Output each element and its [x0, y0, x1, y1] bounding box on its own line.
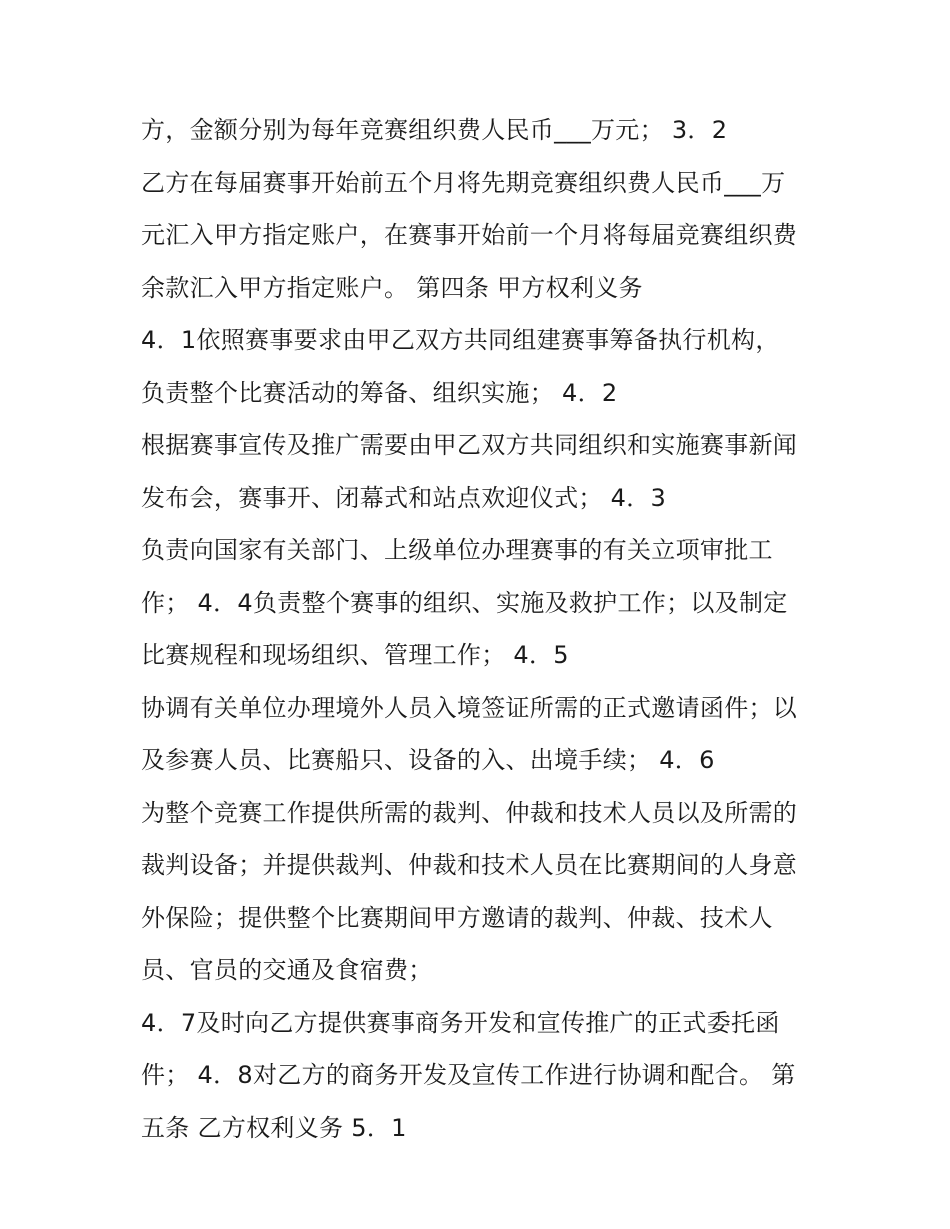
- text-line: 根据赛事宣传及推广需要由甲乙双方共同组织和实施赛事新闻: [141, 431, 798, 459]
- text-line: 元汇入甲方指定账户，在赛事开始前一个月将每届竞赛组织费: [141, 221, 798, 249]
- text-line: 乙方在每届赛事开始前五个月将先期竞赛组织费人民币___万: [141, 168, 786, 197]
- text-line: 及参赛人员、比赛船只、设备的入、出境手续； 4．6: [141, 746, 715, 774]
- text-line: 协调有关单位办理境外人员入境签证所需的正式邀请函件；以: [141, 693, 798, 722]
- text-line: 4．1依照赛事要求由甲乙双方共同组建赛事筹备执行机构，: [141, 326, 780, 354]
- text-line: 件； 4．8对乙方的商务开发及宣传工作进行协调和配合。 第: [141, 1061, 796, 1089]
- text-line: 外保险；提供整个比赛期间甲方邀请的裁判、仲裁、技术人: [141, 903, 773, 932]
- text-line: 余款汇入甲方指定账户。 第四条 甲方权利义务: [141, 273, 643, 302]
- text-line: 作； 4．4负责整个赛事的组织、实施及救护工作；以及制定: [141, 588, 788, 617]
- document-body: [141, 110, 821, 1160]
- text-line: 裁判设备；并提供裁判、仲裁和技术人员在比赛期间的人身意: [141, 851, 798, 879]
- text-line: 负责整个比赛活动的筹备、组织实施； 4．2: [141, 378, 618, 407]
- text-line: 负责向国家有关部门、上级单位办理赛事的有关立项审批工: [141, 536, 773, 564]
- text-line: 比赛规程和现场组织、管理工作； 4．5: [141, 641, 569, 669]
- text-line: 员、官员的交通及食宿费；: [141, 956, 433, 984]
- text-line: 为整个竞赛工作提供所需的裁判、仲裁和技术人员以及所需的: [141, 798, 798, 827]
- text-line: 发布会，赛事开、闭幕式和站点欢迎仪式； 4．3: [141, 483, 667, 512]
- text-line: 方，金额分别为每年竞赛组织费人民币___万元； 3．2: [141, 116, 728, 144]
- text-line: 4．7及时向乙方提供赛事商务开发和宣传推广的正式委托函: [141, 1008, 780, 1037]
- text-line: 五条 乙方权利义务 5．1: [141, 1113, 407, 1142]
